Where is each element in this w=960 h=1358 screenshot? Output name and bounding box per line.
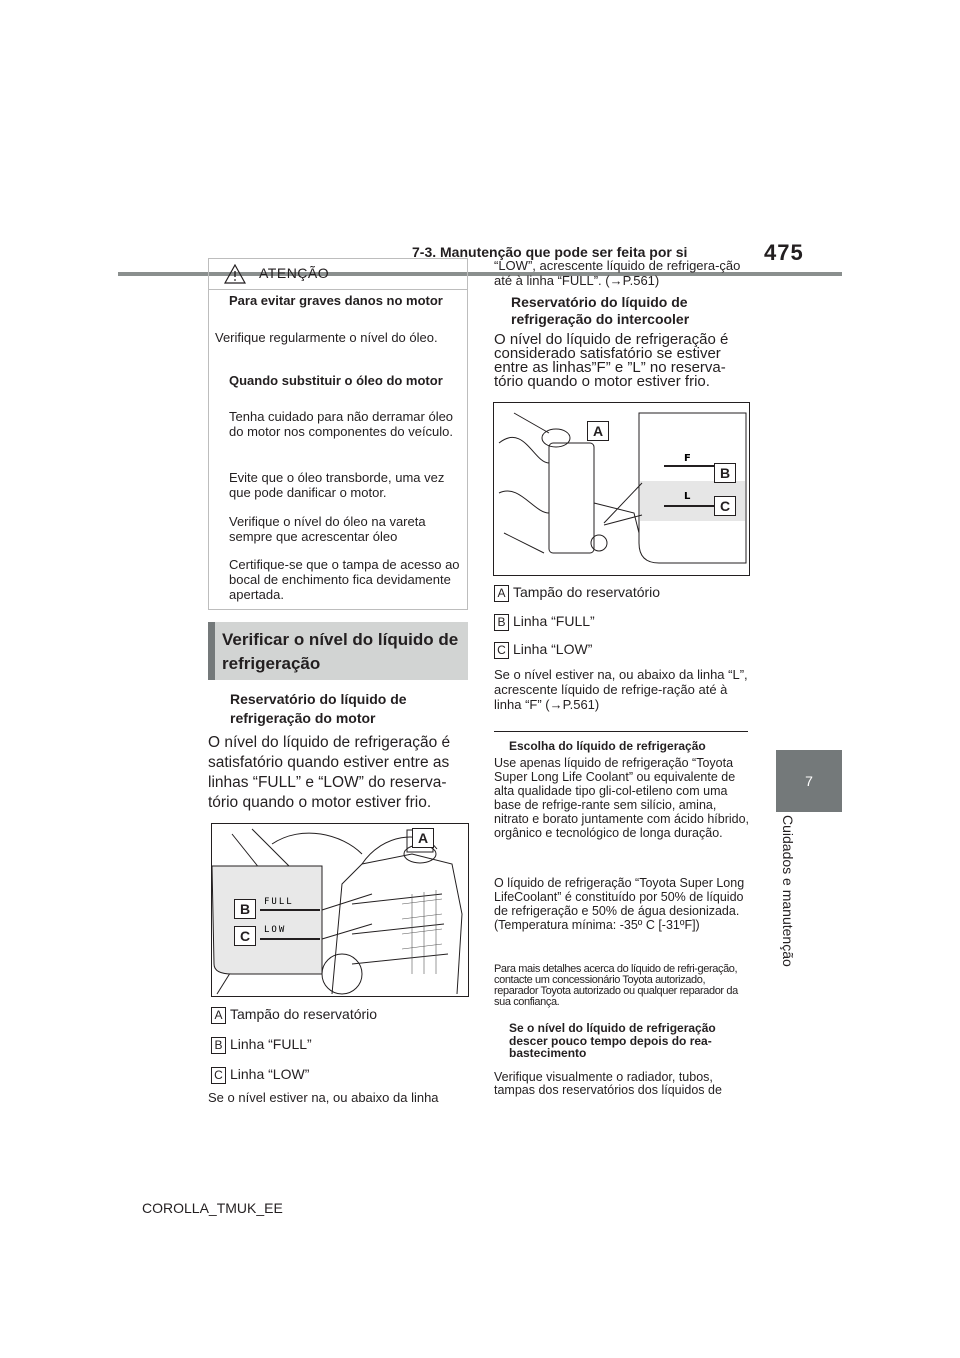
level-drop-title: Se o nível do líquido de refrigeração descer pouco tempo depois do rea-bastecimento xyxy=(509,1021,716,1060)
fig-f-label: F xyxy=(684,453,691,464)
choose-coolant-paragraph-3: Para mais detalhes acerca do líquido de refri-geração, contacte um concessionário Toyota autorizado, reparador Toyota autorizado ou qualquer reparador da sua confiança. xyxy=(494,963,738,1008)
section-header: 7-3. Manutenção que pode ser feita por si xyxy=(412,244,688,260)
right-subheading: Reservatório do líquido de refrigeração do intercooler xyxy=(511,294,690,327)
caution-paragraph-4: Verifique o nível do óleo na vareta sempre que acrescentar óleo xyxy=(229,514,426,544)
engine-reservoir-illustration xyxy=(211,823,469,997)
legend-text: Linha “LOW” xyxy=(230,1066,310,1082)
legend-letter: A xyxy=(494,585,509,602)
fig-tag-b: B xyxy=(234,899,256,919)
legend-letter: C xyxy=(494,642,509,659)
fig-l-label: L xyxy=(684,491,691,502)
caution-paragraph-5: Certifique-se que o tampa de acesso ao bocal de enchimento fica devidamente apertada. xyxy=(229,557,460,602)
right-legend-b xyxy=(494,613,595,631)
fig-tag-c: C xyxy=(714,496,736,516)
fig-tag-a: A xyxy=(587,421,609,441)
legend-letter: C xyxy=(211,1067,226,1084)
fig-low-label: LOW xyxy=(264,925,287,935)
legend-text: Tampão do reservatório xyxy=(230,1006,378,1022)
right-legend-a xyxy=(494,584,660,602)
chapter-tab-label-text: Cuidados e manutenção xyxy=(780,815,796,967)
caution-subheading-2: Quando substituir o óleo do motor xyxy=(229,373,443,388)
page-number: 475 xyxy=(764,240,804,265)
right-legend-c xyxy=(494,641,592,659)
right-intro: O nível do líquido de refrigeração é considerado satisfatório se estiver entre as linhas”F” e ”L” no reserva-tório quando o motor estiver frio. xyxy=(494,331,729,390)
right-note: Se o nível estiver na, ou abaixo da linha “L”, acrescente líquido de refrige-ração até à linha “F” (→P.561) xyxy=(494,667,748,712)
left-legend-a xyxy=(211,1006,377,1024)
warning-triangle-icon xyxy=(224,264,246,284)
legend-text: Linha “FULL” xyxy=(230,1036,312,1052)
caution-subheading-1: Para evitar graves danos no motor xyxy=(229,293,443,308)
footer-model: COROLLA_TMUK_EE xyxy=(142,1200,283,1216)
legend-letter: B xyxy=(494,614,509,631)
chapter-tab-number: 7 xyxy=(776,750,842,812)
divider xyxy=(494,731,748,732)
choose-coolant-paragraph-2: O líquido de refrigeração “Toyota Super Long LifeCoolant” é constituído por 50% de líquido de refrigeração e 50% de água desionizada. (Temperatura mínima: -35º C [-31ºF]) xyxy=(494,876,745,932)
caution-box xyxy=(208,258,468,610)
right-continuation: “LOW”, acrescente líquido de refrigera-ção até à linha “FULL”. (→P.561) xyxy=(494,258,741,288)
legend-letter: A xyxy=(211,1007,226,1024)
caution-paragraph-2: Tenha cuidado para não derramar óleo do motor nos componentes do veículo. xyxy=(229,409,454,439)
choose-coolant-title: Escolha do líquido de refrigeração xyxy=(509,739,706,753)
intercooler-reservoir-illustration xyxy=(493,402,750,576)
left-legend-b xyxy=(211,1036,312,1054)
section-heading-bar xyxy=(208,622,215,680)
chapter-tab-label xyxy=(780,815,805,991)
left-legend-c xyxy=(211,1066,309,1084)
left-subheading: Reservatório do líquido de refrigeração do motor xyxy=(230,691,407,726)
caution-title: ATENÇÃO xyxy=(259,265,330,281)
left-note: Se o nível estiver na, ou abaixo da linha xyxy=(208,1090,439,1105)
choose-coolant-paragraph-1: Use apenas líquido de refrigeração “Toyota Super Long Life Coolant” ou equivalente de alta qualidade tipo gli-col-etileno com uma base de refrige-rante sem silício, amina, nitrato e borato juntamente com ácido híbrido, orgânico e tecnológico de longa duração. xyxy=(494,756,750,840)
caution-header xyxy=(209,259,467,290)
legend-text: Linha “LOW” xyxy=(513,641,593,657)
caution-paragraph-1: Verifique regularmente o nível do óleo. xyxy=(215,330,438,345)
fig-full-label: FULL xyxy=(264,897,294,907)
left-intro: O nível do líquido de refrigeração é satisfatório quando estiver entre as linhas “FULL” e “LOW” do reserva-tório quando o motor estiver frio. xyxy=(208,734,451,811)
intercooler-reservoir-drawing xyxy=(494,403,749,575)
fig-tag-c: C xyxy=(234,926,256,946)
legend-text: Tampão do reservatório xyxy=(513,584,661,600)
fig-tag-b: B xyxy=(714,463,736,483)
legend-text: Linha “FULL” xyxy=(513,613,595,629)
caution-paragraph-3: Evite que o óleo transborde, uma vez que pode danificar o motor. xyxy=(229,470,445,500)
legend-letter: B xyxy=(211,1037,226,1054)
fig-tag-a: A xyxy=(412,828,434,848)
section-heading: Verificar o nível do líquido de refrigeração xyxy=(222,630,459,673)
level-drop-paragraph: Verifique visualmente o radiador, tubos, tampas dos reservatórios dos líquidos de xyxy=(494,1070,722,1097)
